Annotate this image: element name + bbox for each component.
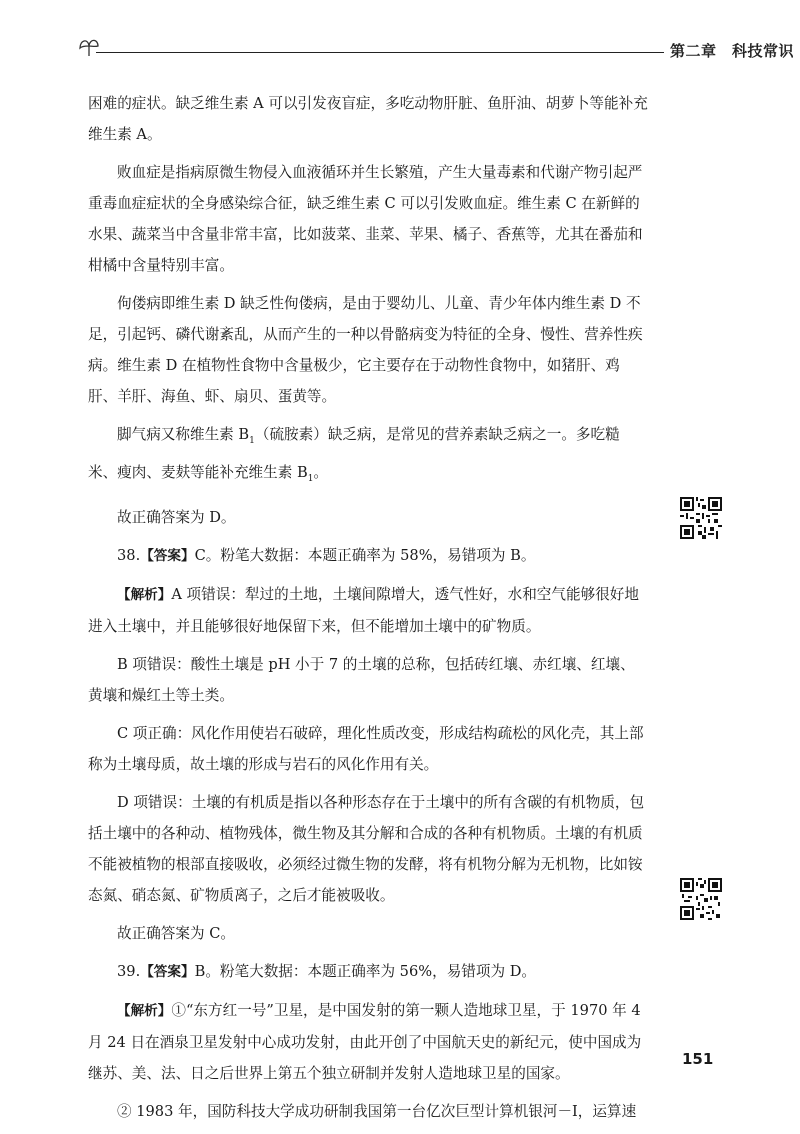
answer-line: 故正确答案为 C。 bbox=[117, 924, 235, 942]
paragraph: B 项错误：酸性土壤是 pH 小于 7 的土壤的总称，包括砖红壤、赤红壤、红壤、黄壤和燥红土等土类。 bbox=[88, 655, 635, 704]
qr-code-icon[interactable] bbox=[680, 497, 722, 539]
text-run: 脚气病又称维生素 B bbox=[117, 426, 250, 443]
question-number: 39. bbox=[117, 962, 141, 980]
paragraph: 困难的症状。缺乏维生素 A 可以引发夜盲症，多吃动物肝脏、鱼肝油、胡萝卜等能补充维生素 A。 bbox=[88, 95, 648, 143]
paragraph: C 项正确：风化作用使岩石破碎，理化性质改变，形成结构疏松的风化壳，其上部称为土壤母质，故土壤的形成与岩石的风化作用有关。 bbox=[88, 724, 644, 773]
text-run: A 项错误：犁过的土地，土壤间隙增大，透气性好，水和空气能够很好地进入土壤中，并且能够很好地保留下来，但不能增加土壤中的矿物质。 bbox=[88, 585, 639, 635]
text-run: ①“东方红一号”卫星，是中国发射的第一颗人造地球卫星，于 1970 年 4 月 24 日在酒泉卫星发射中心成功发射，由此开创了中国航天史的新纪元，使中国成为继苏、美、法、日之后世界上第五个独立研制并发射人造地球卫星的国家。 bbox=[88, 1001, 642, 1082]
text-run: （硫胺素）缺乏病，是常见的营养素缺乏病之一。多吃糙米、瘦肉、麦麸等能补充维生素 B bbox=[88, 426, 620, 481]
question-38-analysis bbox=[88, 579, 648, 642]
question-39-answer bbox=[88, 956, 648, 988]
question-39-analysis bbox=[88, 995, 648, 1089]
page-body bbox=[88, 88, 648, 1134]
chapter-title: 第二章 科技常识 bbox=[670, 42, 795, 60]
paragraph: ② 1983 年，国防科技大学成功研制我国第一台亿次巨型计算机银河－Ⅰ，运算速 bbox=[117, 1102, 637, 1120]
subscript: 1 bbox=[249, 435, 255, 446]
paragraph: 败血症是指病原微生物侵入血液循环并生长繁殖，产生大量毒素和代谢产物引起严重毒血症症状的全身感染综合征，缺乏维生素 C 可以引发败血症。维生素 C 在新鲜的水果、蔬菜当中含量非常丰富，比如菠菜、韭菜、苹果、橘子、香蕉等，尤其在番茄和柑橘中含量特别丰富。 bbox=[88, 164, 643, 274]
analysis-tag: 【解析】 bbox=[117, 586, 172, 603]
page-header bbox=[76, 34, 795, 64]
answer-tag: 【答案】 bbox=[140, 547, 195, 564]
answer-line: 故正确答案为 D。 bbox=[117, 508, 236, 526]
header-rule-left bbox=[96, 52, 664, 53]
text-run: B。粉笔大数据：本题正确率为 56%，易错项为 D。 bbox=[194, 962, 537, 980]
question-number: 38. bbox=[117, 546, 141, 564]
question-38-answer bbox=[88, 540, 648, 572]
paragraph bbox=[88, 419, 648, 495]
paragraph: D 项错误：土壤的有机质是指以各种形态存在于土壤中的所有含碳的有机物质，包括土壤中的各种动、植物残体，微生物及其分解和合成的各种有机物质。土壤的有机质不能被植物的根部直接吸收，必须经过微生物的发酵，将有机物分解为无机物，比如铵态氮、硝态氮、矿物质离子，之后才能被吸收。 bbox=[88, 793, 645, 904]
text-run: 。 bbox=[313, 463, 329, 481]
sprout-icon bbox=[76, 34, 102, 60]
answer-tag: 【答案】 bbox=[140, 963, 195, 980]
qr-code-icon[interactable] bbox=[680, 878, 722, 920]
paragraph: 佝偻病即维生素 D 缺乏性佝偻病，是由于婴幼儿、儿童、青少年体内维生素 D 不足，引起钙、磷代谢紊乱，从而产生的一种以骨骼病变为特征的全身、慢性、营养性疾病。维生素 D 在植物性食物中含量极少，它主要存在于动物性食物中，如猪肝、鸡肝、羊肝、海鱼、虾、扇贝、蛋黄等。 bbox=[88, 295, 643, 405]
page-number: 151 bbox=[682, 1050, 714, 1068]
analysis-tag: 【解析】 bbox=[117, 1002, 172, 1019]
text-run: C。粉笔大数据：本题正确率为 58%，易错项为 B。 bbox=[194, 546, 536, 564]
subscript: 1 bbox=[307, 473, 314, 484]
